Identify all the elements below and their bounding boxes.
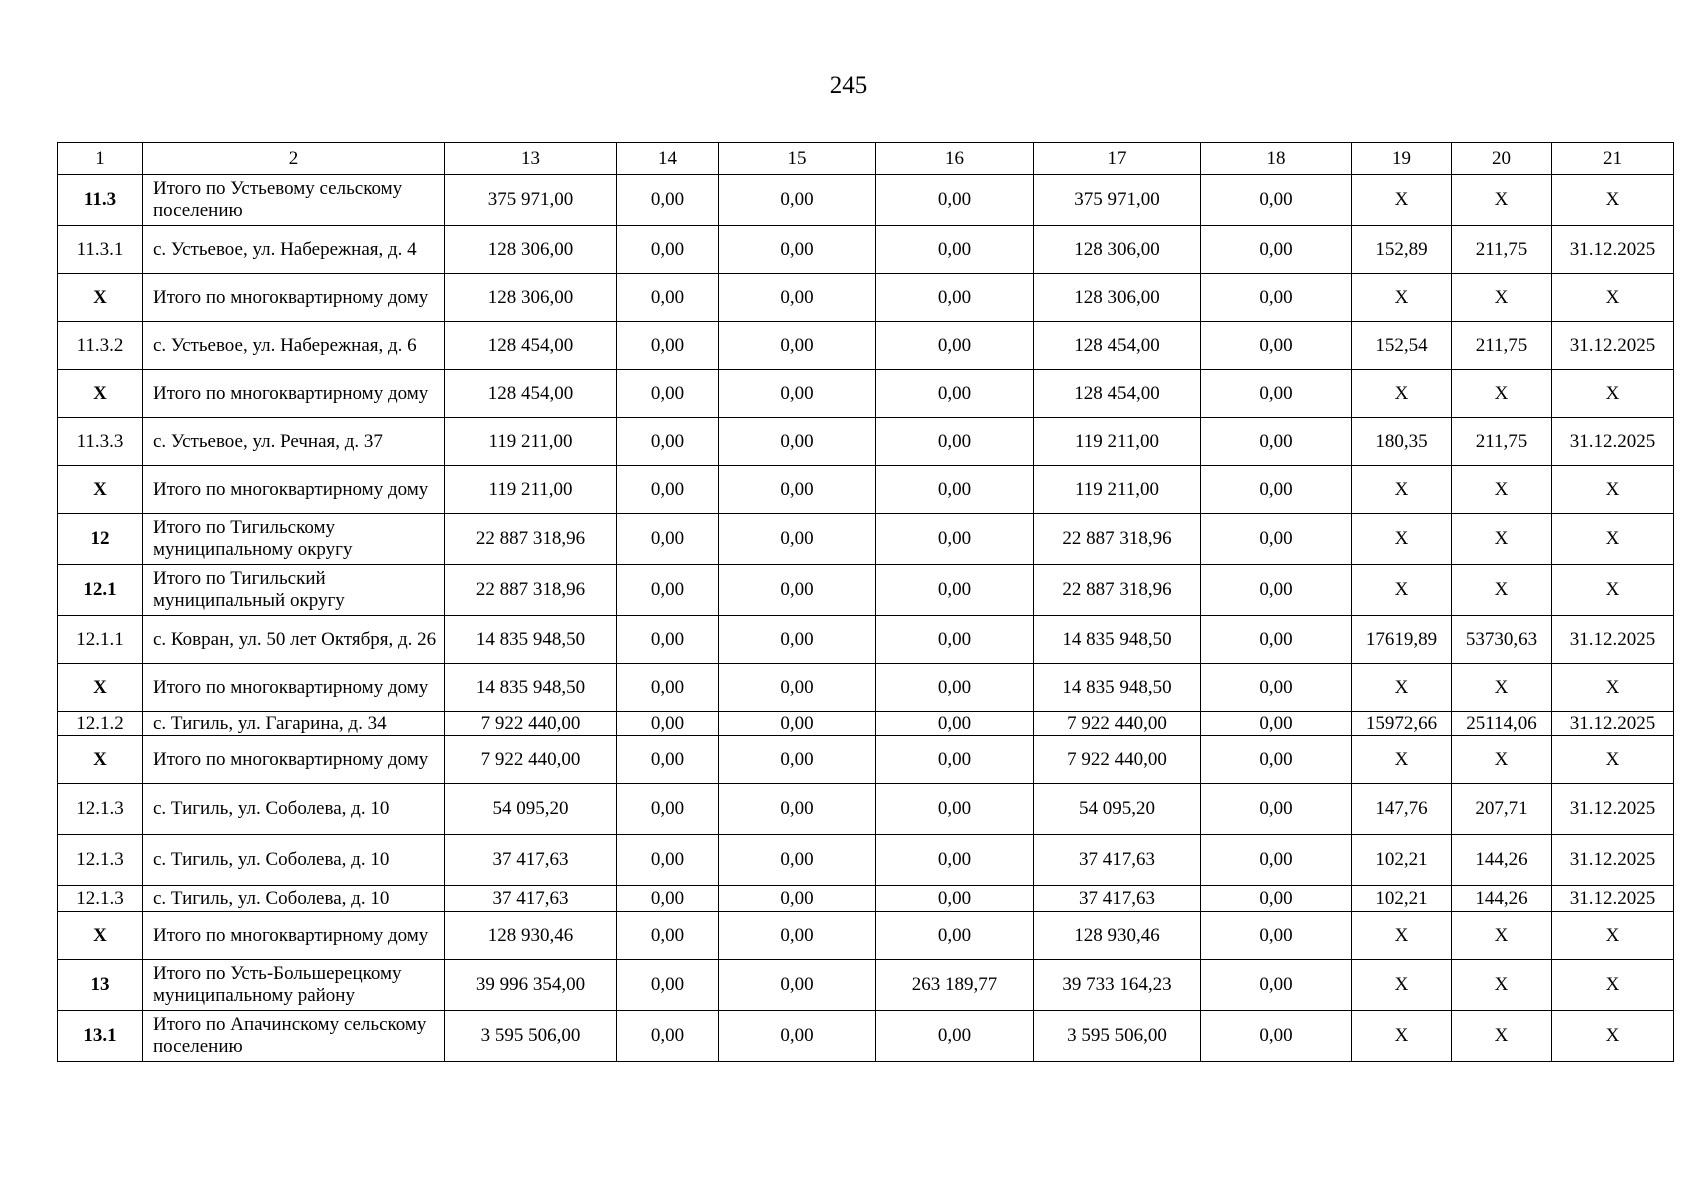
value-cell: 0,00 (876, 466, 1034, 514)
value-cell: Х (1552, 565, 1674, 616)
value-cell: 0,00 (1201, 274, 1352, 322)
value-cell: 0,00 (876, 616, 1034, 664)
value-cell: 0,00 (719, 226, 876, 274)
row-number-cell: 12.1 (58, 565, 143, 616)
value-cell: 0,00 (876, 712, 1034, 736)
value-cell: 14 835 948,50 (445, 664, 617, 712)
value-cell: 0,00 (617, 1011, 719, 1062)
table-row (58, 835, 1674, 886)
header-cell: 19 (1352, 143, 1452, 175)
value-cell: 0,00 (617, 565, 719, 616)
value-cell: 0,00 (876, 835, 1034, 886)
value-cell: 128 306,00 (445, 274, 617, 322)
table-row (58, 370, 1674, 418)
row-name-cell: с. Тигиль, ул. Соболева, д. 10 (143, 835, 445, 886)
value-cell: Х (1352, 466, 1452, 514)
value-cell: 0,00 (1201, 466, 1352, 514)
value-cell: 0,00 (719, 784, 876, 835)
value-cell: 14 835 948,50 (1034, 664, 1201, 712)
value-cell: 0,00 (719, 736, 876, 784)
value-cell: 31.12.2025 (1552, 886, 1674, 912)
row-number-cell: 11.3 (58, 175, 143, 226)
header-cell: 20 (1452, 143, 1552, 175)
value-cell: 0,00 (719, 712, 876, 736)
value-cell: 128 454,00 (1034, 370, 1201, 418)
value-cell: 0,00 (876, 514, 1034, 565)
value-cell: Х (1552, 960, 1674, 1011)
row-name-cell: Итого по многоквартирному дому (143, 912, 445, 960)
value-cell: 0,00 (617, 226, 719, 274)
value-cell: 31.12.2025 (1552, 322, 1674, 370)
value-cell: 0,00 (1201, 226, 1352, 274)
value-cell: 0,00 (1201, 736, 1352, 784)
value-cell: Х (1552, 664, 1674, 712)
value-cell: 0,00 (719, 175, 876, 226)
value-cell: 0,00 (876, 565, 1034, 616)
value-cell: 0,00 (617, 712, 719, 736)
value-cell: 128 306,00 (1034, 226, 1201, 274)
value-cell: 0,00 (617, 418, 719, 466)
row-number-cell: 12 (58, 514, 143, 565)
value-cell: 7 922 440,00 (1034, 712, 1201, 736)
value-cell: 53730,63 (1452, 616, 1552, 664)
value-cell: 0,00 (617, 736, 719, 784)
value-cell: Х (1352, 912, 1452, 960)
value-cell: 0,00 (1201, 616, 1352, 664)
value-cell: 207,71 (1452, 784, 1552, 835)
header-row (58, 143, 1674, 175)
value-cell: 0,00 (1201, 835, 1352, 886)
page-number: 245 (829, 72, 868, 99)
row-name-cell: с. Тигиль, ул. Гагарина, д. 34 (143, 712, 445, 736)
table-row (58, 784, 1674, 835)
value-cell: 0,00 (617, 370, 719, 418)
value-cell: 119 211,00 (445, 466, 617, 514)
value-cell: Х (1452, 466, 1552, 514)
value-cell: 0,00 (1201, 175, 1352, 226)
data-table (57, 142, 1674, 1062)
row-number-cell: Х (58, 370, 143, 418)
value-cell: 152,54 (1352, 322, 1452, 370)
value-cell: 0,00 (719, 514, 876, 565)
value-cell: 263 189,77 (876, 960, 1034, 1011)
value-cell: Х (1552, 912, 1674, 960)
value-cell: 0,00 (876, 370, 1034, 418)
value-cell: 0,00 (876, 912, 1034, 960)
value-cell: 37 417,63 (445, 835, 617, 886)
table-body (58, 143, 1674, 1062)
value-cell: 0,00 (617, 886, 719, 912)
value-cell: 0,00 (1201, 886, 1352, 912)
value-cell: Х (1552, 370, 1674, 418)
value-cell: 39 733 164,23 (1034, 960, 1201, 1011)
row-name-cell: Итого по Устьевому сельскому поселению (143, 175, 445, 226)
value-cell: Х (1452, 514, 1552, 565)
value-cell: 0,00 (876, 175, 1034, 226)
value-cell: 0,00 (876, 322, 1034, 370)
value-cell: Х (1452, 1011, 1552, 1062)
row-name-cell: с. Ковран, ул. 50 лет Октября, д. 26 (143, 616, 445, 664)
table-row (58, 960, 1674, 1011)
value-cell: 31.12.2025 (1552, 226, 1674, 274)
value-cell: 0,00 (719, 466, 876, 514)
value-cell: 128 454,00 (445, 322, 617, 370)
value-cell: 31.12.2025 (1552, 835, 1674, 886)
value-cell: 0,00 (719, 835, 876, 886)
value-cell: 0,00 (1201, 912, 1352, 960)
value-cell: 54 095,20 (1034, 784, 1201, 835)
header-cell: 15 (719, 143, 876, 175)
row-name-cell: с. Тигиль, ул. Соболева, д. 10 (143, 784, 445, 835)
value-cell: 144,26 (1452, 835, 1552, 886)
row-name-cell: с. Устьевое, ул. Речная, д. 37 (143, 418, 445, 466)
value-cell: 0,00 (1201, 1011, 1352, 1062)
value-cell: 0,00 (876, 274, 1034, 322)
row-name-cell: Итого по Тигильскому муниципальному округу (143, 514, 445, 565)
value-cell: 0,00 (1201, 960, 1352, 1011)
table-row (58, 736, 1674, 784)
header-cell: 18 (1201, 143, 1352, 175)
row-number-cell: 13.1 (58, 1011, 143, 1062)
value-cell: 128 306,00 (445, 226, 617, 274)
row-name-cell: с. Устьевое, ул. Набережная, д. 4 (143, 226, 445, 274)
row-number-cell: Х (58, 274, 143, 322)
value-cell: Х (1552, 514, 1674, 565)
table-row (58, 175, 1674, 226)
row-number-cell: 12.1.3 (58, 784, 143, 835)
value-cell: Х (1552, 736, 1674, 784)
row-number-cell: 12.1.3 (58, 835, 143, 886)
row-number-cell: 12.1.2 (58, 712, 143, 736)
header-cell: 1 (58, 143, 143, 175)
value-cell: 0,00 (617, 912, 719, 960)
row-number-cell: Х (58, 664, 143, 712)
value-cell: 0,00 (719, 322, 876, 370)
value-cell: 0,00 (719, 664, 876, 712)
value-cell: 3 595 506,00 (445, 1011, 617, 1062)
value-cell: 128 930,46 (445, 912, 617, 960)
value-cell: 211,75 (1452, 226, 1552, 274)
value-cell: Х (1452, 370, 1552, 418)
value-cell: 211,75 (1452, 322, 1552, 370)
value-cell: 128 306,00 (1034, 274, 1201, 322)
value-cell: 7 922 440,00 (445, 712, 617, 736)
value-cell: 152,89 (1352, 226, 1452, 274)
row-number-cell: Х (58, 736, 143, 784)
value-cell: Х (1352, 1011, 1452, 1062)
value-cell: Х (1552, 274, 1674, 322)
value-cell: 0,00 (1201, 712, 1352, 736)
value-cell: 37 417,63 (1034, 835, 1201, 886)
value-cell: 0,00 (876, 664, 1034, 712)
row-number-cell: 11.3.1 (58, 226, 143, 274)
value-cell: 25114,06 (1452, 712, 1552, 736)
value-cell: 0,00 (876, 418, 1034, 466)
value-cell: Х (1352, 370, 1452, 418)
value-cell: 0,00 (719, 912, 876, 960)
value-cell: 375 971,00 (1034, 175, 1201, 226)
table-row (58, 565, 1674, 616)
value-cell: Х (1452, 274, 1552, 322)
header-cell: 2 (143, 143, 445, 175)
row-name-cell: Итого по Тигильский муниципальный округу (143, 565, 445, 616)
value-cell: 0,00 (719, 1011, 876, 1062)
value-cell: 0,00 (876, 226, 1034, 274)
value-cell: Х (1552, 175, 1674, 226)
row-name-cell: с. Устьевое, ул. Набережная, д. 6 (143, 322, 445, 370)
table-row (58, 616, 1674, 664)
value-cell: 0,00 (719, 616, 876, 664)
table-row (58, 274, 1674, 322)
value-cell: 128 930,46 (1034, 912, 1201, 960)
value-cell: 211,75 (1452, 418, 1552, 466)
row-name-cell: Итого по многоквартирному дому (143, 370, 445, 418)
value-cell: 0,00 (1201, 370, 1352, 418)
value-cell: 39 996 354,00 (445, 960, 617, 1011)
value-cell: 0,00 (617, 274, 719, 322)
table-row (58, 226, 1674, 274)
row-number-cell: 13 (58, 960, 143, 1011)
value-cell: 144,26 (1452, 886, 1552, 912)
header-cell: 17 (1034, 143, 1201, 175)
value-cell: 3 595 506,00 (1034, 1011, 1201, 1062)
value-cell: 17619,89 (1352, 616, 1452, 664)
table-row (58, 886, 1674, 912)
value-cell: Х (1552, 1011, 1674, 1062)
value-cell: Х (1352, 175, 1452, 226)
value-cell: Х (1352, 274, 1452, 322)
value-cell: 0,00 (719, 565, 876, 616)
value-cell: 0,00 (719, 370, 876, 418)
value-cell: 0,00 (617, 322, 719, 370)
value-cell: 180,35 (1352, 418, 1452, 466)
value-cell: 102,21 (1352, 835, 1452, 886)
value-cell: 102,21 (1352, 886, 1452, 912)
header-cell: 16 (876, 143, 1034, 175)
value-cell: 0,00 (617, 784, 719, 835)
value-cell: Х (1352, 565, 1452, 616)
value-cell: 0,00 (617, 960, 719, 1011)
value-cell: 14 835 948,50 (445, 616, 617, 664)
value-cell: 54 095,20 (445, 784, 617, 835)
row-name-cell: Итого по многоквартирному дому (143, 664, 445, 712)
value-cell: 31.12.2025 (1552, 616, 1674, 664)
value-cell: Х (1352, 736, 1452, 784)
value-cell: Х (1452, 175, 1552, 226)
header-cell: 21 (1552, 143, 1674, 175)
value-cell: Х (1452, 912, 1552, 960)
value-cell: 119 211,00 (1034, 466, 1201, 514)
value-cell: 0,00 (719, 886, 876, 912)
value-cell: 0,00 (617, 664, 719, 712)
value-cell: 147,76 (1352, 784, 1452, 835)
value-cell: 0,00 (617, 466, 719, 514)
value-cell: Х (1452, 736, 1552, 784)
value-cell: 0,00 (1201, 322, 1352, 370)
row-number-cell: 12.1.3 (58, 886, 143, 912)
value-cell: 0,00 (876, 736, 1034, 784)
value-cell: 119 211,00 (445, 418, 617, 466)
value-cell: 0,00 (617, 616, 719, 664)
value-cell: 14 835 948,50 (1034, 616, 1201, 664)
value-cell: 128 454,00 (445, 370, 617, 418)
value-cell: 128 454,00 (1034, 322, 1201, 370)
value-cell: Х (1352, 960, 1452, 1011)
value-cell: 0,00 (1201, 514, 1352, 565)
row-number-cell: Х (58, 912, 143, 960)
value-cell: 37 417,63 (1034, 886, 1201, 912)
table-row (58, 514, 1674, 565)
value-cell: 22 887 318,96 (1034, 514, 1201, 565)
value-cell: Х (1352, 664, 1452, 712)
value-cell: 0,00 (876, 886, 1034, 912)
value-cell: 7 922 440,00 (445, 736, 617, 784)
table-row (58, 664, 1674, 712)
row-number-cell: 12.1.1 (58, 616, 143, 664)
value-cell: 31.12.2025 (1552, 418, 1674, 466)
value-cell: 37 417,63 (445, 886, 617, 912)
table-row (58, 418, 1674, 466)
table-row (58, 712, 1674, 736)
value-cell: 0,00 (617, 514, 719, 565)
table-row (58, 322, 1674, 370)
value-cell: 22 887 318,96 (445, 565, 617, 616)
table-row (58, 1011, 1674, 1062)
value-cell: Х (1352, 514, 1452, 565)
value-cell: 0,00 (617, 175, 719, 226)
header-cell: 13 (445, 143, 617, 175)
value-cell: 31.12.2025 (1552, 712, 1674, 736)
row-name-cell: Итого по Усть-Большерецкому муниципальному району (143, 960, 445, 1011)
value-cell: 31.12.2025 (1552, 784, 1674, 835)
value-cell: 0,00 (719, 960, 876, 1011)
value-cell: Х (1452, 664, 1552, 712)
value-cell: Х (1452, 960, 1552, 1011)
table-row (58, 912, 1674, 960)
row-number-cell: 11.3.3 (58, 418, 143, 466)
value-cell: 15972,66 (1352, 712, 1452, 736)
row-name-cell: Итого по многоквартирному дому (143, 466, 445, 514)
value-cell: Х (1552, 466, 1674, 514)
value-cell: 0,00 (1201, 418, 1352, 466)
value-cell: 0,00 (617, 835, 719, 886)
value-cell: 0,00 (1201, 664, 1352, 712)
value-cell: 0,00 (876, 1011, 1034, 1062)
value-cell: 0,00 (876, 784, 1034, 835)
row-number-cell: 11.3.2 (58, 322, 143, 370)
value-cell: Х (1452, 565, 1552, 616)
value-cell: 119 211,00 (1034, 418, 1201, 466)
value-cell: 0,00 (719, 418, 876, 466)
value-cell: 0,00 (719, 274, 876, 322)
row-name-cell: Итого по многоквартирному дому (143, 274, 445, 322)
row-name-cell: Итого по Апачинскому сельскому поселению (143, 1011, 445, 1062)
table-row (58, 466, 1674, 514)
row-name-cell: с. Тигиль, ул. Соболева, д. 10 (143, 886, 445, 912)
value-cell: 22 887 318,96 (445, 514, 617, 565)
row-number-cell: Х (58, 466, 143, 514)
header-cell: 14 (617, 143, 719, 175)
value-cell: 22 887 318,96 (1034, 565, 1201, 616)
value-cell: 0,00 (1201, 784, 1352, 835)
value-cell: 0,00 (1201, 565, 1352, 616)
value-cell: 375 971,00 (445, 175, 617, 226)
row-name-cell: Итого по многоквартирному дому (143, 736, 445, 784)
value-cell: 7 922 440,00 (1034, 736, 1201, 784)
